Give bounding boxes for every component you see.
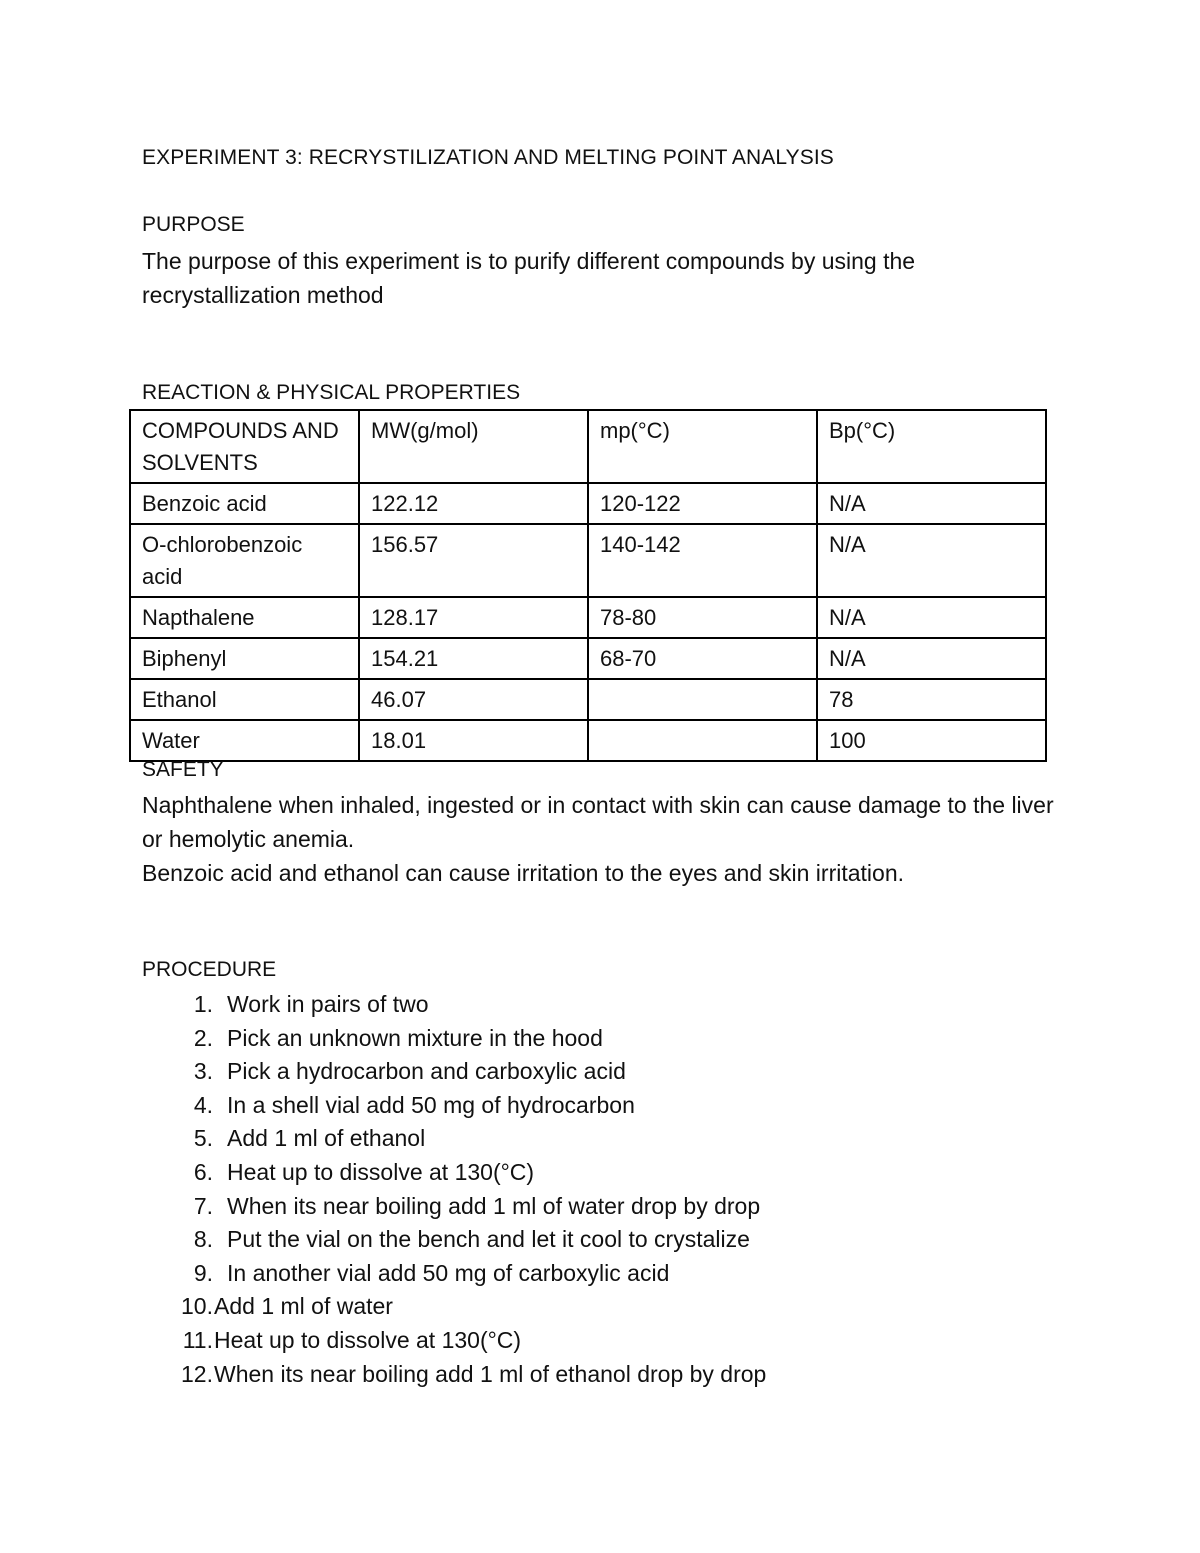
table-cell: 156.57 <box>359 524 588 597</box>
properties-heading: REACTION & PHYSICAL PROPERTIES <box>142 381 521 404</box>
table-cell <box>588 679 817 720</box>
purpose-text <box>142 244 1062 312</box>
table-cell: Ethanol <box>130 679 359 720</box>
step-number: 7. <box>193 1192 213 1219</box>
list-item <box>142 1022 1142 1056</box>
list-item <box>142 1290 1142 1324</box>
list-item <box>142 1156 1142 1190</box>
table-cell <box>588 720 817 761</box>
step-number: 4. <box>193 1091 213 1118</box>
table-cell: 154.21 <box>359 638 588 679</box>
table-cell: Napthalene <box>130 597 359 638</box>
list-item <box>142 1223 1142 1257</box>
step-number: 10. <box>181 1293 213 1320</box>
table-cell: 122.12 <box>359 483 588 524</box>
document-title: EXPERIMENT 3: RECRYSTILIZATION AND MELTING POINT ANALYSIS <box>142 146 834 169</box>
step-text: Heat up to dissolve at 130(°C) <box>227 1158 535 1185</box>
column-header-mp: mp(°C) <box>588 410 817 483</box>
list-item <box>142 1190 1142 1224</box>
safety-text <box>142 788 1062 890</box>
step-text: Add 1 ml of water <box>214 1293 393 1320</box>
step-text: Add 1 ml of ethanol <box>227 1125 426 1152</box>
step-number: 3. <box>193 1058 213 1085</box>
step-number: 2. <box>193 1024 213 1051</box>
table-row <box>130 483 1046 524</box>
step-number: 11. <box>182 1326 213 1353</box>
safety-line: Benzoic acid and ethanol can cause irritation to the eyes and skin irritation. <box>142 860 904 886</box>
step-text: In a shell vial add 50 mg of hydrocarbon <box>227 1091 635 1118</box>
step-text: When its near boiling add 1 ml of water drop by drop <box>227 1192 761 1219</box>
step-number: 12. <box>181 1360 213 1387</box>
column-header-compounds: COMPOUNDS AND SOLVENTS <box>130 410 359 483</box>
table-row <box>130 524 1046 597</box>
table-row <box>130 720 1046 761</box>
table-cell: N/A <box>817 597 1046 638</box>
properties-table <box>129 409 1047 762</box>
list-item <box>142 988 1142 1022</box>
step-text: When its near boiling add 1 ml of ethanol drop by drop <box>214 1360 767 1387</box>
list-item <box>142 1324 1142 1358</box>
step-number: 5. <box>193 1125 213 1152</box>
column-header-mw: MW(g/mol) <box>359 410 588 483</box>
step-number: 8. <box>193 1226 213 1253</box>
list-item <box>142 1089 1142 1123</box>
table-cell: 120-122 <box>588 483 817 524</box>
step-number: 6. <box>193 1158 213 1185</box>
table-cell: Benzoic acid <box>130 483 359 524</box>
step-text: Put the vial on the bench and let it cool to crystalize <box>227 1226 750 1253</box>
step-text: Heat up to dissolve at 130(°C) <box>214 1326 522 1353</box>
table-cell: N/A <box>817 524 1046 597</box>
procedure-list <box>142 988 1142 1391</box>
list-item <box>142 1257 1142 1291</box>
table-cell: 100 <box>817 720 1046 761</box>
table-cell: 68-70 <box>588 638 817 679</box>
table-cell: Biphenyl <box>130 638 359 679</box>
column-header-bp: Bp(°C) <box>817 410 1046 483</box>
table-cell: 78-80 <box>588 597 817 638</box>
procedure-heading: PROCEDURE <box>142 958 277 981</box>
step-text: Work in pairs of two <box>227 991 429 1017</box>
table-cell: 18.01 <box>359 720 588 761</box>
table-cell: N/A <box>817 638 1046 679</box>
table-cell: N/A <box>817 483 1046 524</box>
list-item <box>142 1358 1142 1392</box>
purpose-heading: PURPOSE <box>142 213 245 236</box>
step-number: 9. <box>193 1259 213 1286</box>
step-text: Pick a hydrocarbon and carboxylic acid <box>227 1058 626 1085</box>
table-cell: 78 <box>817 679 1046 720</box>
safety-heading: SAFETY <box>142 758 224 781</box>
list-item <box>142 1122 1142 1156</box>
safety-line: Naphthalene when inhaled, ingested or in contact with skin can cause damage to the liver or hemolytic anemia. <box>142 792 1054 852</box>
table-cell: 140-142 <box>588 524 817 597</box>
table-row <box>130 597 1046 638</box>
step-number: 1. <box>193 991 213 1017</box>
table-cell: Water <box>130 720 359 761</box>
table-cell: 46.07 <box>359 679 588 720</box>
list-item <box>142 1055 1142 1089</box>
table-cell: O-chlorobenzoic acid <box>130 524 359 597</box>
step-text: In another vial add 50 mg of carboxylic acid <box>227 1259 670 1286</box>
table-row <box>130 638 1046 679</box>
table-header-row <box>130 410 1046 483</box>
table-cell: 128.17 <box>359 597 588 638</box>
table-row <box>130 679 1046 720</box>
purpose-paragraph: The purpose of this experiment is to purify different compounds by using the recrystallization method <box>142 248 916 308</box>
step-text: Pick an unknown mixture in the hood <box>227 1024 603 1051</box>
